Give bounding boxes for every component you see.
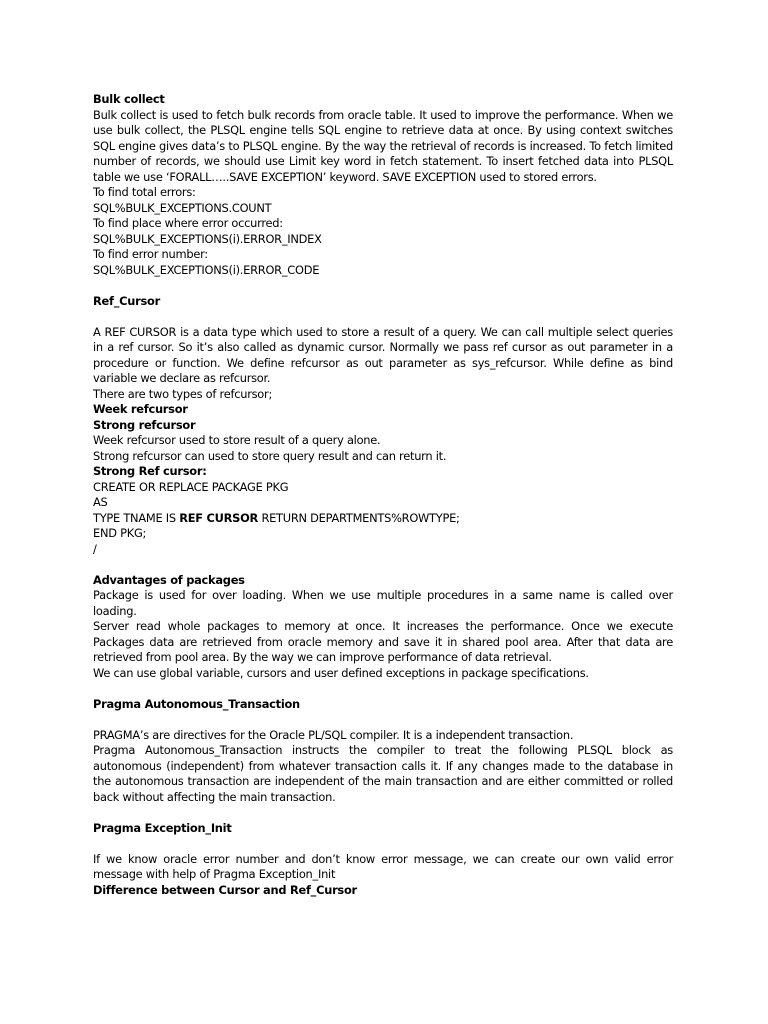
bulk-line-error-index-code: SQL%BULK_EXCEPTIONS(i).ERROR_INDEX	[93, 231, 322, 246]
code-line-type-declaration	[93, 511, 673, 527]
spacer	[93, 681, 673, 697]
strong-refcursor-description: Strong refcursor can used to store query result and can return it.	[93, 448, 447, 463]
heading-strong-refcursor: Strong refcursor	[93, 417, 196, 432]
code-ref-cursor-keyword: REF CURSOR	[179, 510, 259, 525]
exception-init-paragraph: If we know oracle error number and don’t know error message, we can create our own valid error message with help of Pragma Exception_Init	[93, 851, 673, 881]
code-line-create-package: CREATE OR REPLACE PACKAGE PKG	[93, 479, 289, 494]
heading-advantages-of-packages: Advantages of packages	[93, 572, 245, 587]
heading-ref-cursor: Ref_Cursor	[93, 293, 160, 308]
bulk-collect-paragraph: Bulk collect is used to fetch bulk records from oracle table. It used to improve the performance. When we use bulk collect, the PLSQL engine tells SQL engine to retrieve data at once. By using context switches SQL engine gives data’s to PLSQL engine. By the way the retrieval of records is increased. To fetch limited number of records, we should use Limit key word in fetch statement. To insert fetched data into PLSQL table we use ‘FORALL…..SAVE EXCEPTION’ keyword. SAVE EXCEPTION used to stored errors.	[93, 107, 673, 184]
bulk-line-error-place-label: To find place where error occurred:	[93, 216, 283, 230]
bulk-line-error-code-code: SQL%BULK_EXCEPTIONS(i).ERROR_CODE	[93, 262, 320, 277]
heading-bulk-collect: Bulk collect	[93, 92, 165, 106]
code-type-prefix: TYPE TNAME IS	[93, 510, 180, 525]
heading-strong-ref-cursor-example: Strong Ref cursor:	[93, 464, 207, 478]
heading-difference-cursor-ref-cursor: Difference between Cursor and Ref_Cursor	[93, 882, 357, 897]
autonomous-line-directives: PRAGMA’s are directives for the Oracle PL/SQL compiler. It is a independent transaction.	[93, 727, 574, 742]
heading-pragma-autonomous-transaction: Pragma Autonomous_Transaction	[93, 696, 300, 711]
spacer	[93, 557, 673, 573]
ref-cursor-types-line: There are two types of refcursor;	[93, 386, 273, 401]
code-type-suffix: RETURN DEPARTMENTS%ROWTYPE;	[258, 510, 460, 525]
spacer	[93, 805, 673, 821]
heading-week-refcursor: Week refcursor	[93, 402, 188, 416]
ref-cursor-paragraph: A REF CURSOR is a data type which used to store a result of a query. We can call multiple select queries in a ref cursor. So it’s also called as dynamic cursor. Normally we pass ref cursor as out parameter in a procedure or function. We define refcursor as out parameter as sys_refcursor. While define as bind variable we declare as refcursor.	[93, 324, 673, 385]
document-page	[93, 92, 673, 898]
spacer	[93, 712, 673, 728]
bulk-line-count-code: SQL%BULK_EXCEPTIONS.COUNT	[93, 200, 272, 215]
spacer	[93, 836, 673, 852]
bulk-line-total-errors-label: To find total errors:	[93, 185, 196, 199]
code-line-slash: /	[93, 541, 97, 556]
spacer	[93, 309, 673, 325]
spacer	[93, 278, 673, 294]
bulk-line-error-number-label: To find error number:	[93, 247, 208, 261]
packages-paragraph-overloading: Package is used for over loading. When we use multiple procedures in a same name is called over loading.	[93, 588, 673, 618]
packages-paragraph-performance: Server read whole packages to memory at once. It increases the performance. Once we execute Packages data are retrieved from oracle memory and save it in shared pool area. After that data are retrieved from pool area. By the way we can improve performance of data retrieval.	[93, 619, 673, 664]
week-refcursor-description: Week refcursor used to store result of a query alone.	[93, 433, 381, 447]
code-line-end-package: END PKG;	[93, 526, 147, 540]
heading-pragma-exception-init: Pragma Exception_Init	[93, 820, 232, 835]
packages-line-global-variables: We can use global variable, cursors and user defined exceptions in package specifications.	[93, 665, 589, 680]
autonomous-paragraph: Pragma Autonomous_Transaction instructs the compiler to treat the following PLSQL block as autonomous (independent) from whatever transaction calls it. If any changes made to the database in the autonomous transaction are independent of the main transaction and are either committed or rolled back without affecting the main transaction.	[93, 743, 673, 804]
code-line-as: AS	[93, 495, 108, 509]
